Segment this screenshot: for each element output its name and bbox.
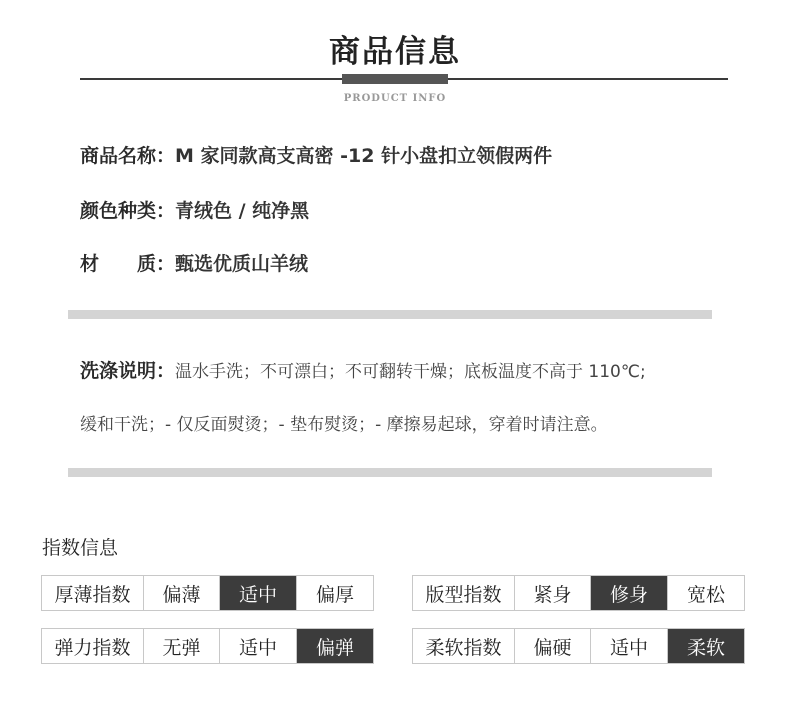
index-label: 柔软指数 bbox=[425, 636, 502, 659]
index-label: 厚薄指数 bbox=[54, 583, 131, 606]
product-name-label: 商品名称： bbox=[80, 145, 176, 167]
index-option-selected: 修身 bbox=[590, 576, 667, 610]
index-option: 适中 bbox=[219, 629, 296, 663]
index-option-selected: 适中 bbox=[219, 576, 296, 610]
index-option-selected: 柔软 bbox=[667, 629, 744, 663]
page-subtitle: PRODUCT INFO bbox=[343, 93, 447, 104]
product-material-value: 甄选优质山羊绒 bbox=[175, 253, 309, 275]
product-name-value: M 家同款高支高密 -12 针小盘扣立领假两件 bbox=[175, 145, 553, 167]
product-color-row bbox=[80, 196, 309, 223]
wash-instructions-label: 洗涤说明： bbox=[80, 360, 176, 382]
section-divider-bar bbox=[68, 468, 712, 477]
index-section-title: 指数信息 bbox=[42, 537, 119, 559]
index-table bbox=[41, 575, 374, 611]
index-option: 适中 bbox=[590, 629, 667, 663]
wash-instructions-line2: 缓和干洗；- 仅反面熨烫；- 垫布熨烫；- 摩擦易起球，穿着时请注意。 bbox=[80, 415, 608, 435]
product-color-value: 青绒色 / 纯净黑 bbox=[175, 200, 310, 222]
index-table bbox=[41, 628, 374, 664]
product-material-label: 材 质： bbox=[80, 253, 176, 275]
index-option: 无弹 bbox=[143, 629, 219, 663]
wash-instructions-text1: 温水手洗；不可漂白；不可翻转干燥；底板温度不高于 110℃; bbox=[175, 362, 646, 382]
index-table bbox=[412, 628, 745, 664]
index-option: 偏硬 bbox=[514, 629, 590, 663]
index-label: 弹力指数 bbox=[54, 636, 131, 659]
index-option: 宽松 bbox=[667, 576, 744, 610]
section-divider-bar bbox=[68, 310, 712, 319]
index-option: 偏厚 bbox=[296, 576, 373, 610]
index-option: 紧身 bbox=[514, 576, 590, 610]
page-title: 商品信息 bbox=[329, 34, 461, 70]
product-material-row bbox=[80, 249, 308, 276]
index-label: 版型指数 bbox=[425, 583, 502, 606]
index-table bbox=[412, 575, 745, 611]
index-option-selected: 偏弹 bbox=[296, 629, 373, 663]
index-option: 偏薄 bbox=[143, 576, 219, 610]
product-name-row bbox=[80, 141, 552, 168]
product-color-label: 颜色种类： bbox=[80, 200, 176, 222]
title-divider-accent bbox=[342, 74, 448, 84]
wash-instructions-line1 bbox=[80, 356, 646, 383]
